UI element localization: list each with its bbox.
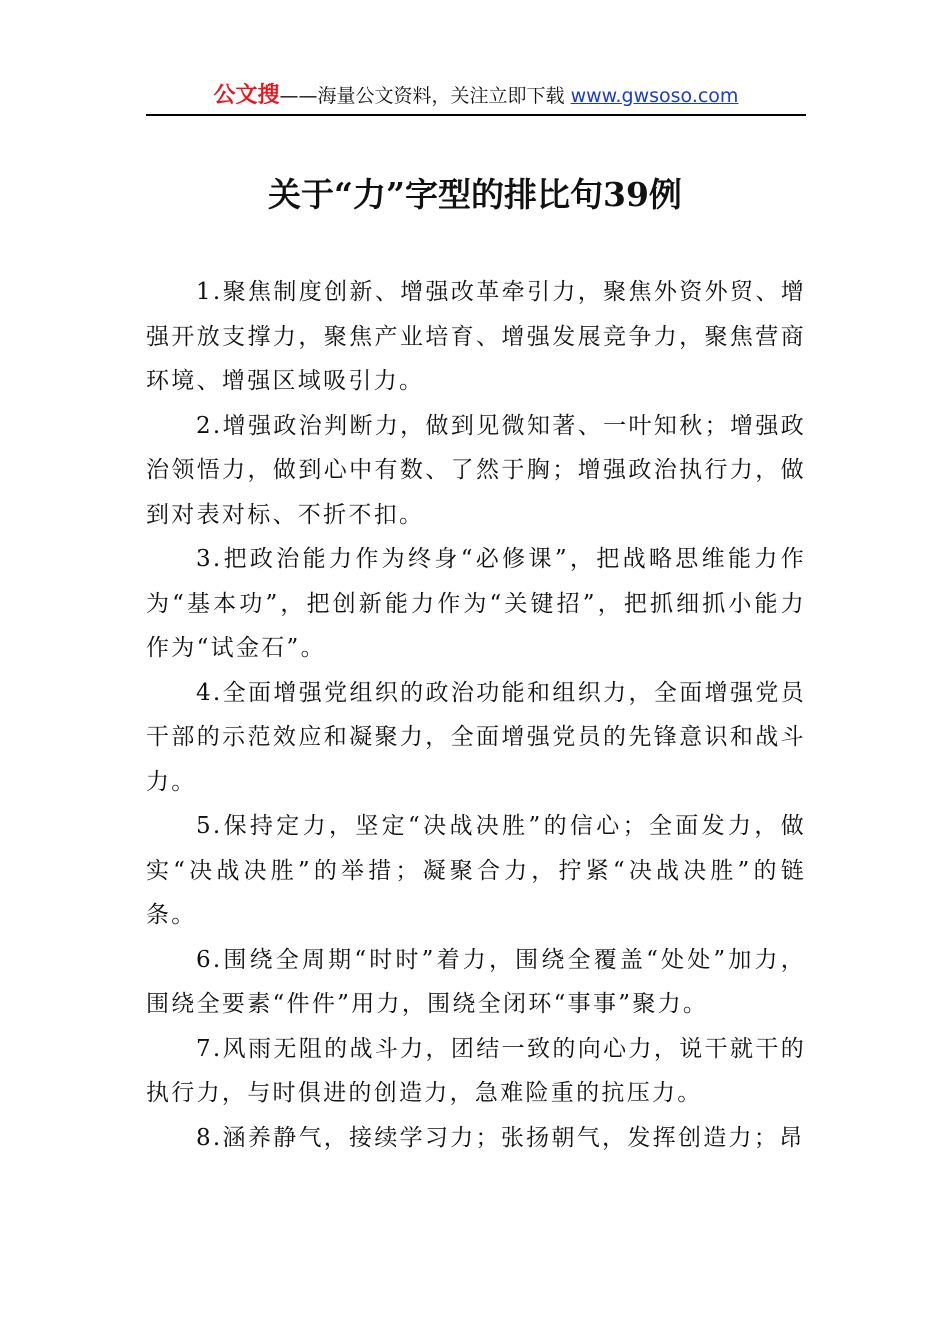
brand-logo-text: 公文搜 (213, 83, 280, 108)
document-title: 关于“力”字型的排比句39例 (268, 175, 682, 214)
paragraph-8: 8.涵养静气，接续学习力；张扬朝气，发挥创造力；昂 (196, 1124, 805, 1151)
paragraph-7: 7.风雨无阻的战斗力，团结一致的向心力，说干就干的执行力，与时俱进的创造力，急难险重的抗压力。 (146, 1035, 806, 1106)
paragraph-1: 1.聚焦制度创新、增强改革牵引力，聚焦外资外贸、增强开放支撑力，聚焦产业培育、增强发展竞争力，聚焦营商环境、增强区域吸引力。 (146, 279, 806, 394)
document-body (146, 270, 806, 1160)
page-header (146, 78, 806, 116)
header-tagline: ——海量公文资料，关注立即下载 (279, 85, 571, 107)
paragraph-2: 2.增强政治判断力，做到见微知著、一叶知秋；增强政治领悟力，做到心中有数、了然于胸；增强政治执行力，做到对表对标、不折不扣。 (146, 412, 806, 528)
paragraph-6: 6.围绕全周期“时时”着力，围绕全覆盖“处处”加力，围绕全要素“件件”用力，围绕全闭环“事事”聚力。 (146, 946, 806, 1017)
paragraph-5: 5.保持定力，坚定“决战决胜”的信心；全面发力，做实“决战决胜”的举措；凝聚合力，拧紧“决战决胜”的链条。 (146, 813, 806, 928)
paragraph-4: 4.全面增强党组织的政治功能和组织力，全面增强党员干部的示范效应和凝聚力，全面增强党员的先锋意识和战斗力。 (146, 679, 806, 795)
site-link[interactable]: www.gwsoso.com (570, 85, 739, 107)
paragraph-3: 3.把政治能力作为终身“必修课”，把战略思维能力作为“基本功”，把创新能力作为“关键招”，把抓细抓小能力作为“试金石”。 (146, 546, 806, 661)
